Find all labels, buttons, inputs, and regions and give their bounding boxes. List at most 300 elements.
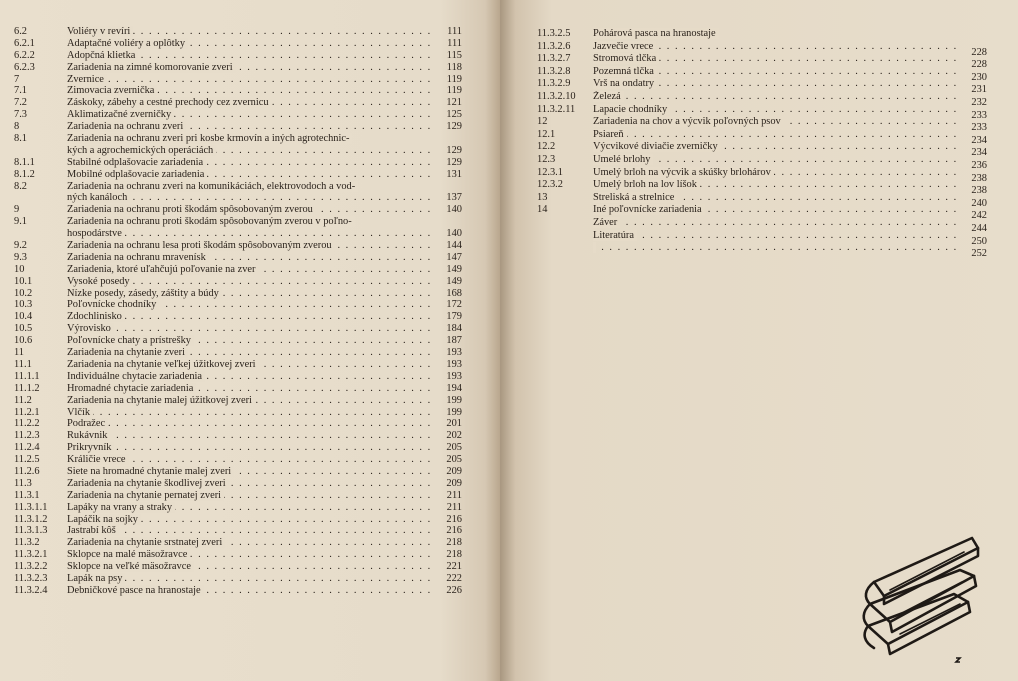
toc-entry-title: Zariadenia na ochranu lesa proti škodám spôsobovaným zverou (67, 240, 335, 251)
toc-entry-title: Vlčík (67, 407, 93, 418)
toc-entry-number: 11.3.2.10 (537, 90, 576, 102)
toc-entry (14, 561, 462, 573)
toc-entry-title-area (67, 228, 432, 240)
toc-entry-page-number: 216 (446, 525, 462, 537)
toc-entry-title-area (67, 216, 432, 228)
toc-entry (14, 50, 462, 62)
toc-entry (14, 288, 462, 300)
toc-entry-title: Železá (593, 91, 624, 102)
toc-entry-number: 10.4 (14, 311, 33, 323)
toc-entry (14, 121, 462, 133)
toc-entry-title-area (593, 116, 961, 129)
toc-entry-number: 11.1 (14, 358, 32, 370)
toc-entry (14, 204, 462, 216)
toc-entry-title: Zimovacia zvernička (67, 85, 157, 96)
toc-entry-page-number: 205 (446, 454, 462, 466)
toc-entry-title-area (67, 157, 432, 169)
toc-entry-page-number: 193 (446, 347, 462, 359)
toc-entry-title: Vrš na ondatry (593, 78, 657, 89)
toc-entry-number: 8.1.2 (14, 168, 35, 180)
toc-entry-title: Pozemná tĺčka (593, 66, 657, 77)
toc-entry-page-number: 187 (446, 335, 462, 347)
toc-entry-title: Umelý brloh na výcvik a skúšky brlohárov (593, 167, 774, 178)
toc-entry-page-number: 199 (446, 406, 462, 418)
toc-entry-number: 9 (14, 204, 20, 216)
toc-entry-title: hospodárstve (67, 228, 125, 239)
toc-entry (14, 418, 462, 430)
toc-entry-title: Zariadenia na ochranu proti škodám spôsobovaným zverou v poľno- (67, 216, 355, 227)
toc-entry-number: 7.3 (14, 109, 27, 121)
toc-entry-title: kých a agrochemických operáciách (67, 145, 216, 156)
toc-entry-number: 10.1 (14, 275, 33, 287)
toc-entry-number: 11.3.2 (14, 537, 40, 549)
toc-entry (14, 442, 462, 454)
toc-entry-title-area (593, 230, 961, 243)
toc-list-left (14, 26, 462, 597)
toc-entry-page-number: 226 (446, 584, 462, 596)
toc-entry (14, 252, 462, 264)
toc-entry-number: 11.1.1 (14, 370, 40, 382)
toc-entry-title: Voliéry v revíri (67, 26, 133, 37)
toc-entry-title-area (67, 407, 432, 419)
toc-entry (14, 430, 462, 442)
toc-entry (14, 466, 462, 478)
toc-entry-number: 10.2 (14, 287, 33, 299)
toc-entry-page-number: 119 (446, 85, 462, 97)
toc-entry-title-area (593, 141, 961, 154)
toc-entry-title-area (67, 145, 432, 157)
toc-entry-number: 9.2 (14, 240, 27, 252)
toc-entry-title: Pohárová pasca na hranostaje (593, 28, 719, 39)
toc-entry-number: 11.2.5 (14, 454, 40, 466)
toc-entry (14, 133, 462, 145)
left-page (0, 0, 500, 681)
toc-entry (14, 264, 462, 276)
toc-entry-title-area (593, 154, 961, 167)
toc-entry-title-area (67, 573, 432, 585)
toc-entry-title: Siete na hromadné chytanie malej zveri (67, 466, 234, 477)
toc-entry-title-area (67, 85, 432, 97)
toc-entry (14, 228, 462, 240)
toc-entry-page-number: 129 (446, 156, 462, 168)
toc-entry-title: Iné poľovnícke zariadenia (593, 204, 705, 215)
toc-entry-title: Mobilné odplašovacie zariadenia (67, 169, 207, 180)
toc-entry-page-number: 118 (446, 61, 462, 73)
toc-entry-page-number: 218 (446, 549, 462, 561)
toc-entry-number: 11.3.2.6 (537, 40, 571, 52)
toc-entry-title: Zvernice (67, 74, 107, 85)
toc-entry-number: 10.3 (14, 299, 33, 311)
toc-entry-number: 12.3.2 (537, 179, 563, 191)
toc-entry-title-area (67, 121, 432, 133)
toc-entry-title-area (67, 395, 432, 407)
toc-entry-number: 8.1 (14, 133, 27, 145)
toc-entry-title: Jazvečie vrece (593, 41, 656, 52)
toc-entry-number: 11 (14, 347, 25, 359)
toc-entry-title-area (593, 242, 961, 255)
toc-entry-title-area (593, 78, 961, 91)
toc-entry-title: Králičie vrece (67, 454, 129, 465)
toc-entry-title: Zariadenia na chov a výcvik poľovných psov (593, 116, 784, 127)
toc-entry-title-area (67, 299, 432, 311)
toc-entry-page-number: 218 (446, 537, 462, 549)
toc-entry-title: Vysoké posedy (67, 276, 133, 287)
toc-entry-title: Zariadenia, ktoré uľahčujú poľovanie na zver (67, 264, 258, 275)
toc-entry-title-area (67, 240, 432, 252)
toc-entry (14, 157, 462, 169)
toc-entry-title-area (593, 204, 961, 217)
toc-entry-number: 11.2.2 (14, 418, 40, 430)
toc-entry (14, 490, 462, 502)
toc-entry-number: 11.2.6 (14, 465, 40, 477)
toc-entry (14, 109, 462, 121)
toc-entry-title-area (67, 264, 432, 276)
toc-entry-title-area (67, 561, 432, 573)
toc-entry (537, 242, 987, 260)
toc-entry-number: 7.2 (14, 97, 27, 109)
toc-entry-title: Zariadenia na chytanie zveri (67, 347, 188, 358)
toc-entry-title-area (67, 371, 432, 383)
toc-entry-page-number: 140 (446, 228, 462, 240)
toc-entry-title: Záver (593, 217, 620, 228)
toc-entry-title: Sklopce na malé mäsožravce (67, 549, 190, 560)
toc-entry-title: Sklopce na veľké mäsožravce (67, 561, 194, 572)
toc-entry-title: Zariadenia na ochranu zveri na komunikáciách, elektrovodoch a vod- (67, 181, 358, 192)
toc-entry-page-number: 242 (971, 210, 987, 222)
toc-entry-page-number: 209 (446, 477, 462, 489)
toc-entry-page-number: 236 (971, 159, 987, 171)
toc-entry-title-area (593, 28, 961, 41)
toc-entry-page-number: 233 (971, 109, 987, 121)
toc-entry (14, 335, 462, 347)
toc-entry-title: Rukávnik (67, 430, 110, 441)
toc-entry-title-area (593, 91, 961, 104)
toc-entry-page-number: 140 (446, 204, 462, 216)
toc-entry-title: Poľovnícke chodníky (67, 299, 159, 310)
toc-entry-title-area (67, 430, 432, 442)
toc-entry-number: 11.3.2.2 (14, 561, 48, 573)
toc-entry-number: 11.2.4 (14, 442, 40, 454)
toc-entry-page-number: 234 (971, 134, 987, 146)
toc-entry-title: Poľovnícke chaty a prístrešky (67, 335, 194, 346)
toc-entry (537, 28, 987, 41)
toc-entry-title: ných kanáloch (67, 192, 130, 203)
toc-entry-title-area (67, 288, 432, 300)
toc-entry-title: Záskoky, zábehy a cestné prechody cez zvernicu (67, 97, 272, 108)
toc-entry-number: 11.1.2 (14, 382, 40, 394)
toc-entry-title: Lapáčik na sojky (67, 514, 141, 525)
toc-entry-page-number: 129 (446, 144, 462, 156)
toc-entry-page-number: 193 (446, 358, 462, 370)
toc-entry-page-number: 131 (446, 168, 462, 180)
toc-entry-page-number: 240 (971, 197, 987, 209)
toc-entry-title-area (593, 179, 961, 192)
toc-entry (14, 216, 462, 228)
toc-entry-page-number: 211 (446, 489, 462, 501)
toc-entry-page-number: 184 (446, 323, 462, 335)
toc-entry-title-area (593, 217, 961, 230)
toc-entry-number: 11.3.2.4 (14, 584, 48, 596)
toc-entry-number: 11.3 (14, 477, 32, 489)
toc-entry-title: Streliská a strelnice (593, 192, 677, 203)
toc-entry-number: 11.3.2.1 (14, 549, 48, 561)
toc-entry (14, 573, 462, 585)
toc-entry-number: 6.2.2 (14, 49, 35, 61)
toc-entry-number: 11.3.2.5 (537, 28, 571, 39)
toc-entry-page-number: 238 (971, 185, 987, 197)
toc-entry-number: 11.3.1.2 (14, 513, 48, 525)
toc-entry-page-number: 149 (446, 263, 462, 275)
toc-entry-title: Umelé brlohy (593, 154, 653, 165)
toc-entry-page-number: 121 (446, 97, 462, 109)
toc-entry-title: Individuálne chytacie zariadenia (67, 371, 205, 382)
toc-entry-number: 6.2.1 (14, 37, 35, 49)
toc-entry (14, 537, 462, 549)
toc-entry (14, 585, 462, 597)
toc-entry-title: Umelý brloh na lov líšok (593, 179, 700, 190)
toc-entry-number: 10 (14, 263, 25, 275)
toc-entry-title-area (67, 26, 432, 38)
toc-entry-number: 12.3 (537, 153, 556, 165)
toc-entry (537, 229, 987, 247)
toc-entry-page-number: 199 (446, 394, 462, 406)
toc-entry-page-number: 234 (971, 147, 987, 159)
toc-entry-title: Aklimatizačné zverničky (67, 109, 174, 120)
toc-entry-title-area (593, 41, 961, 54)
toc-entry-page-number: 209 (446, 465, 462, 477)
toc-entry-page-number: 216 (446, 513, 462, 525)
toc-entry-page-number: 231 (971, 84, 987, 96)
toc-entry (14, 38, 462, 50)
toc-entry-title-area (67, 502, 432, 514)
toc-entry-title-area (67, 383, 432, 395)
toc-entry (14, 26, 462, 38)
toc-entry-page-number: 179 (446, 311, 462, 323)
toc-entry-title-area (67, 311, 432, 323)
toc-entry-number: 11.3.2.11 (537, 103, 576, 115)
toc-entry-title-area (67, 514, 432, 526)
toc-entry-number: 7.1 (14, 85, 27, 97)
toc-entry-title-area (67, 585, 432, 597)
toc-entry-title: Zariadenia na chytanie pernatej zveri (67, 490, 224, 501)
toc-entry-page-number: 149 (446, 275, 462, 287)
toc-entry-title: Zariadenia na ochranu proti škodám spôsobovaným zverou (67, 204, 316, 215)
toc-entry-title-area (67, 50, 432, 62)
toc-entry (14, 359, 462, 371)
toc-entry (14, 383, 462, 395)
toc-entry (14, 145, 462, 157)
toc-entry-title-area (67, 133, 432, 145)
toc-entry-title: Lapáky na vrany a straky (67, 502, 175, 513)
toc-entry-title: Hromadné chytacie zariadenia (67, 383, 196, 394)
toc-entry-title-area (67, 252, 432, 264)
toc-entry-number: 11.3.1.3 (14, 525, 48, 537)
toc-entry-page-number: 137 (446, 192, 462, 204)
toc-entry-title-area (67, 454, 432, 466)
toc-entry-title-area (67, 323, 432, 335)
toc-entry-title: Výcvikové diviačie zverničky (593, 141, 721, 152)
toc-entry (14, 347, 462, 359)
toc-entry (14, 311, 462, 323)
toc-entry-page-number: 147 (446, 251, 462, 263)
toc-entry-title: Zariadenia na ochranu zveri pri kosbe krmovín a iných agrotechnic- (67, 133, 352, 144)
toc-entry (14, 502, 462, 514)
toc-entry-page-number: 125 (446, 109, 462, 121)
toc-entry (14, 478, 462, 490)
toc-entry-title-area (67, 276, 432, 288)
toc-entry-title: Zariadenia na chytanie malej úžitkovej zveri (67, 395, 255, 406)
toc-entry-page-number: 201 (446, 418, 462, 430)
toc-entry-number: 9.3 (14, 251, 27, 263)
toc-entry-page-number: 238 (971, 172, 987, 184)
toc-entry-number: 11.3.2.7 (537, 53, 571, 65)
toc-entry (14, 240, 462, 252)
toc-entry-title: Zariadenia na ochranu mravenísk (67, 252, 209, 263)
toc-entry (14, 85, 462, 97)
toc-entry-title-area (67, 62, 432, 74)
toc-entry-title: Adopčná klietka (67, 50, 138, 61)
toc-entry (14, 299, 462, 311)
toc-entry-title-area (67, 418, 432, 430)
toc-entry-page-number: 252 (971, 248, 987, 260)
toc-entry-title: Prikryvník (67, 442, 114, 453)
toc-entry (14, 169, 462, 181)
toc-entry-title-area (593, 167, 961, 180)
toc-entry (537, 40, 987, 58)
toc-entry-number: 12 (537, 116, 548, 128)
toc-entry-number: 11.3.1.1 (14, 501, 48, 513)
toc-entry-number: 9.1 (14, 216, 27, 228)
toc-entry-page-number: 129 (446, 121, 462, 133)
toc-entry-title-area (67, 109, 432, 121)
toc-entry-title-area (593, 104, 961, 117)
toc-entry-page-number: 232 (971, 96, 987, 108)
toc-entry-title: Debničkové pasce na hranostaje (67, 585, 204, 596)
toc-entry-title: Zariadenia na chytanie srstnatej zveri (67, 537, 225, 548)
toc-entry-title-area (67, 537, 432, 549)
toc-entry-number: 11.2.1 (14, 406, 40, 418)
toc-entry (14, 371, 462, 383)
toc-entry-number: 14 (537, 204, 548, 216)
toc-entry-page-number: 211 (446, 501, 462, 513)
toc-entry-title-area (67, 478, 432, 490)
toc-entry-page-number: 228 (971, 46, 987, 58)
toc-entry (14, 97, 462, 109)
toc-entry-title-area (67, 549, 432, 561)
toc-entry-page-number: 221 (446, 561, 462, 573)
toc-entry-number: 6.2 (14, 26, 27, 37)
toc-entry-number: 13 (537, 191, 548, 203)
toc-entry-page-number: 233 (971, 122, 987, 134)
toc-entry-page-number: 194 (446, 382, 462, 394)
toc-entry-title: Adaptačné voliéry a oplôtky (67, 38, 188, 49)
toc-entry-number: 11.3.2.3 (14, 572, 48, 584)
toc-entry (14, 74, 462, 86)
toc-entry-title: Jastrabí kôš (67, 525, 119, 536)
toc-entry-title-area (67, 74, 432, 86)
toc-entry-page-number: 172 (446, 299, 462, 311)
toc-entry (14, 181, 462, 193)
toc-entry-number: 12.2 (537, 141, 556, 153)
toc-entry (14, 276, 462, 288)
toc-entry-title-area (67, 442, 432, 454)
toc-entry-title: Lapacie chodníky (593, 104, 670, 115)
toc-entry (14, 525, 462, 537)
toc-entry-title-area (593, 66, 961, 79)
toc-entry (14, 407, 462, 419)
toc-entry-title: Stromová tĺčka (593, 53, 659, 64)
toc-entry-number: 8.2 (14, 180, 27, 192)
toc-entry (14, 514, 462, 526)
toc-entry-title: Stabilné odplašovacie zariadenia (67, 157, 206, 168)
toc-entry-title: Zariadenia na ochranu zveri (67, 121, 186, 132)
toc-entry-title-area (67, 347, 432, 359)
toc-entry-page-number: 244 (971, 222, 987, 234)
toc-entry-page-number: 144 (446, 240, 462, 252)
toc-entry (14, 323, 462, 335)
toc-entry-number: 8 (14, 121, 20, 133)
toc-entry-title-area (67, 335, 432, 347)
toc-list-right (537, 28, 987, 260)
toc-entry-title-area (67, 97, 432, 109)
toc-entry-title-area (67, 181, 432, 193)
toc-entry-page-number: 193 (446, 370, 462, 382)
toc-entry-page-number: 111 (447, 37, 462, 49)
toc-entry (14, 395, 462, 407)
toc-entry-title: Nízke posedy, zásedy, záštity a búdy (67, 288, 222, 299)
toc-entry-title-area (67, 359, 432, 371)
toc-entry-page-number: 111 (447, 26, 462, 37)
toc-entry-title-area (67, 192, 432, 204)
toc-entry-number: 11.3.1 (14, 489, 40, 501)
toc-entry-number: 11.3.2.9 (537, 78, 571, 90)
toc-entry (14, 454, 462, 466)
toc-entry-title (593, 242, 596, 253)
toc-entry-title: Zariadenia na chytanie veľkej úžitkovej zveri (67, 359, 259, 370)
books-icon (860, 530, 990, 670)
toc-entry-number: 7 (14, 73, 20, 85)
toc-entry-number: 10.6 (14, 335, 33, 347)
toc-entry-title-area (67, 204, 432, 216)
toc-entry-title-area (593, 53, 961, 66)
toc-entry-page-number: 202 (446, 430, 462, 442)
toc-entry-title-area (67, 38, 432, 50)
toc-entry-title: Lapák na psy (67, 573, 125, 584)
toc-entry-number: 8.1.1 (14, 156, 35, 168)
toc-entry-title: Zariadenia na chytanie škodlivej zveri (67, 478, 229, 489)
toc-entry (537, 166, 987, 184)
toc-entry-title-area (593, 129, 961, 142)
toc-entry-title: Výrovisko (67, 323, 114, 334)
toc-entry-title: Psiareň (593, 129, 627, 140)
toc-entry-title: Zdochlinisko (67, 311, 125, 322)
toc-entry-number: 11.2.3 (14, 430, 40, 442)
toc-entry-title: Literatúra (593, 230, 637, 241)
toc-entry-title-area (67, 525, 432, 537)
toc-entry-number: 6.2.3 (14, 61, 35, 73)
toc-entry-number: 11.2 (14, 394, 32, 406)
toc-entry-title: Podražec (67, 418, 108, 429)
toc-entry-title: Zariadenia na zimné komorovanie zveri (67, 62, 236, 73)
toc-entry-page-number: 205 (446, 442, 462, 454)
toc-entry-page-number: 115 (446, 49, 462, 61)
toc-entry (14, 62, 462, 74)
toc-entry-title-area (67, 169, 432, 181)
toc-entry-page-number: 119 (446, 73, 462, 85)
toc-entry-page-number: 168 (446, 287, 462, 299)
toc-entry-number: 12.1 (537, 128, 556, 140)
toc-entry-page-number: 250 (971, 235, 987, 247)
